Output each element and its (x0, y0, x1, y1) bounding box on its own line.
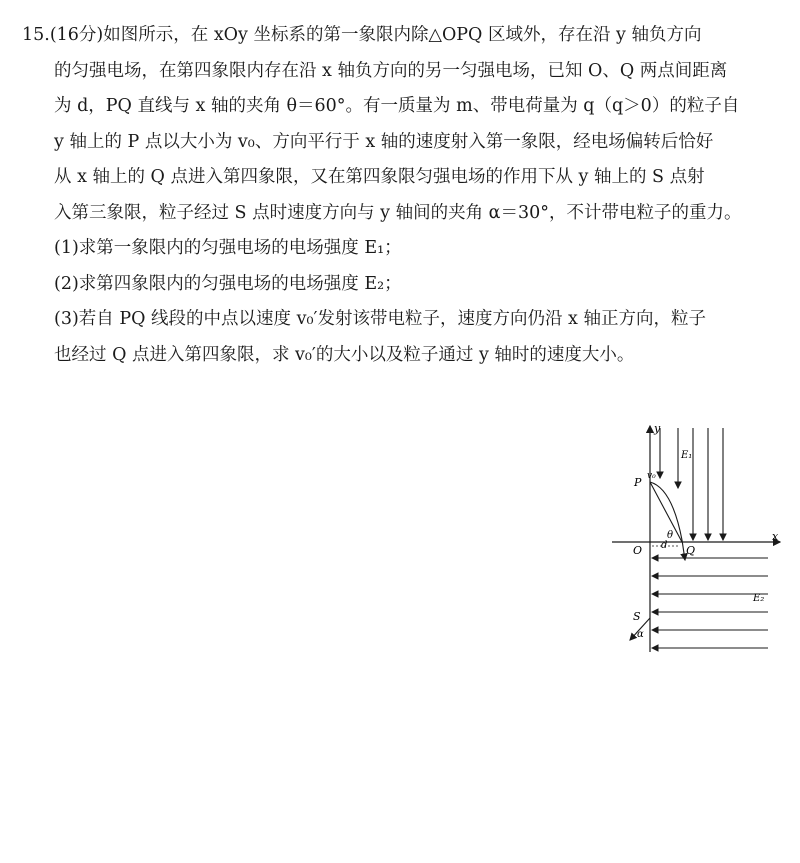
e1-field-lines (660, 428, 723, 540)
label-y: y (654, 422, 661, 435)
problem-line-3: 为 d，PQ 直线与 x 轴的夹角 θ＝60°。有一质量为 m、带电荷量为 q（q＞0）的粒子自 (54, 96, 740, 116)
e2-field-lines (652, 558, 768, 648)
problem-line-2: 的匀强电场，在第四象限内存在沿 x 轴负方向的另一匀强电场，已知 O、Q 两点间距离 (54, 60, 728, 81)
label-theta: θ (667, 530, 674, 541)
label-s: S (633, 610, 641, 623)
question-1: (1)求第一象限内的匀强电场的电场强度 E₁； (54, 238, 402, 258)
label-e2: E₂ (753, 593, 765, 604)
label-e1: E₁ (681, 450, 693, 461)
problem-line-6: 入第三象限，粒子经过 S 点时速度方向与 y 轴间的夹角 α＝30°，不计带电粒子的重力。 (54, 202, 742, 223)
label-o: O (633, 544, 643, 557)
question-3: (3)若自 PQ 线段的中点以速度 v₀′发射该带电粒子，速度方向仍沿 x 轴正方向，粒子 (54, 309, 706, 329)
problem-line-5: 从 x 轴上的 Q 点进入第四象限，又在第四象限匀强电场的作用下从 y 轴上的 S 点射 (54, 167, 705, 187)
label-alpha: α (637, 629, 644, 640)
label-d: d (661, 540, 668, 551)
q-velocity-arrow (682, 540, 685, 560)
segment-pq (650, 482, 682, 542)
question-3-cont: 也经过 Q 点进入第四象限，求 v₀′的大小以及粒子通过 y 轴时的速度大小。 (54, 344, 635, 365)
problem-line-1: 15.(16分)如图所示，在 xOy 坐标系的第一象限内除△OPQ 区域外，存在沿 y 轴负方向 (22, 25, 702, 45)
label-v0: v₀ (647, 471, 656, 481)
problem-text (22, 18, 782, 373)
field-diagram (600, 420, 790, 660)
label-p: P (634, 476, 642, 489)
label-q: Q (686, 544, 696, 557)
problem-line-4: y 轴上的 P 点以大小为 v₀、方向平行于 x 轴的速度射入第一象限，经电场偏转后恰好 (54, 131, 714, 152)
question-2: (2)求第四象限内的匀强电场的电场强度 E₂； (54, 273, 402, 294)
label-x: x (772, 530, 779, 543)
